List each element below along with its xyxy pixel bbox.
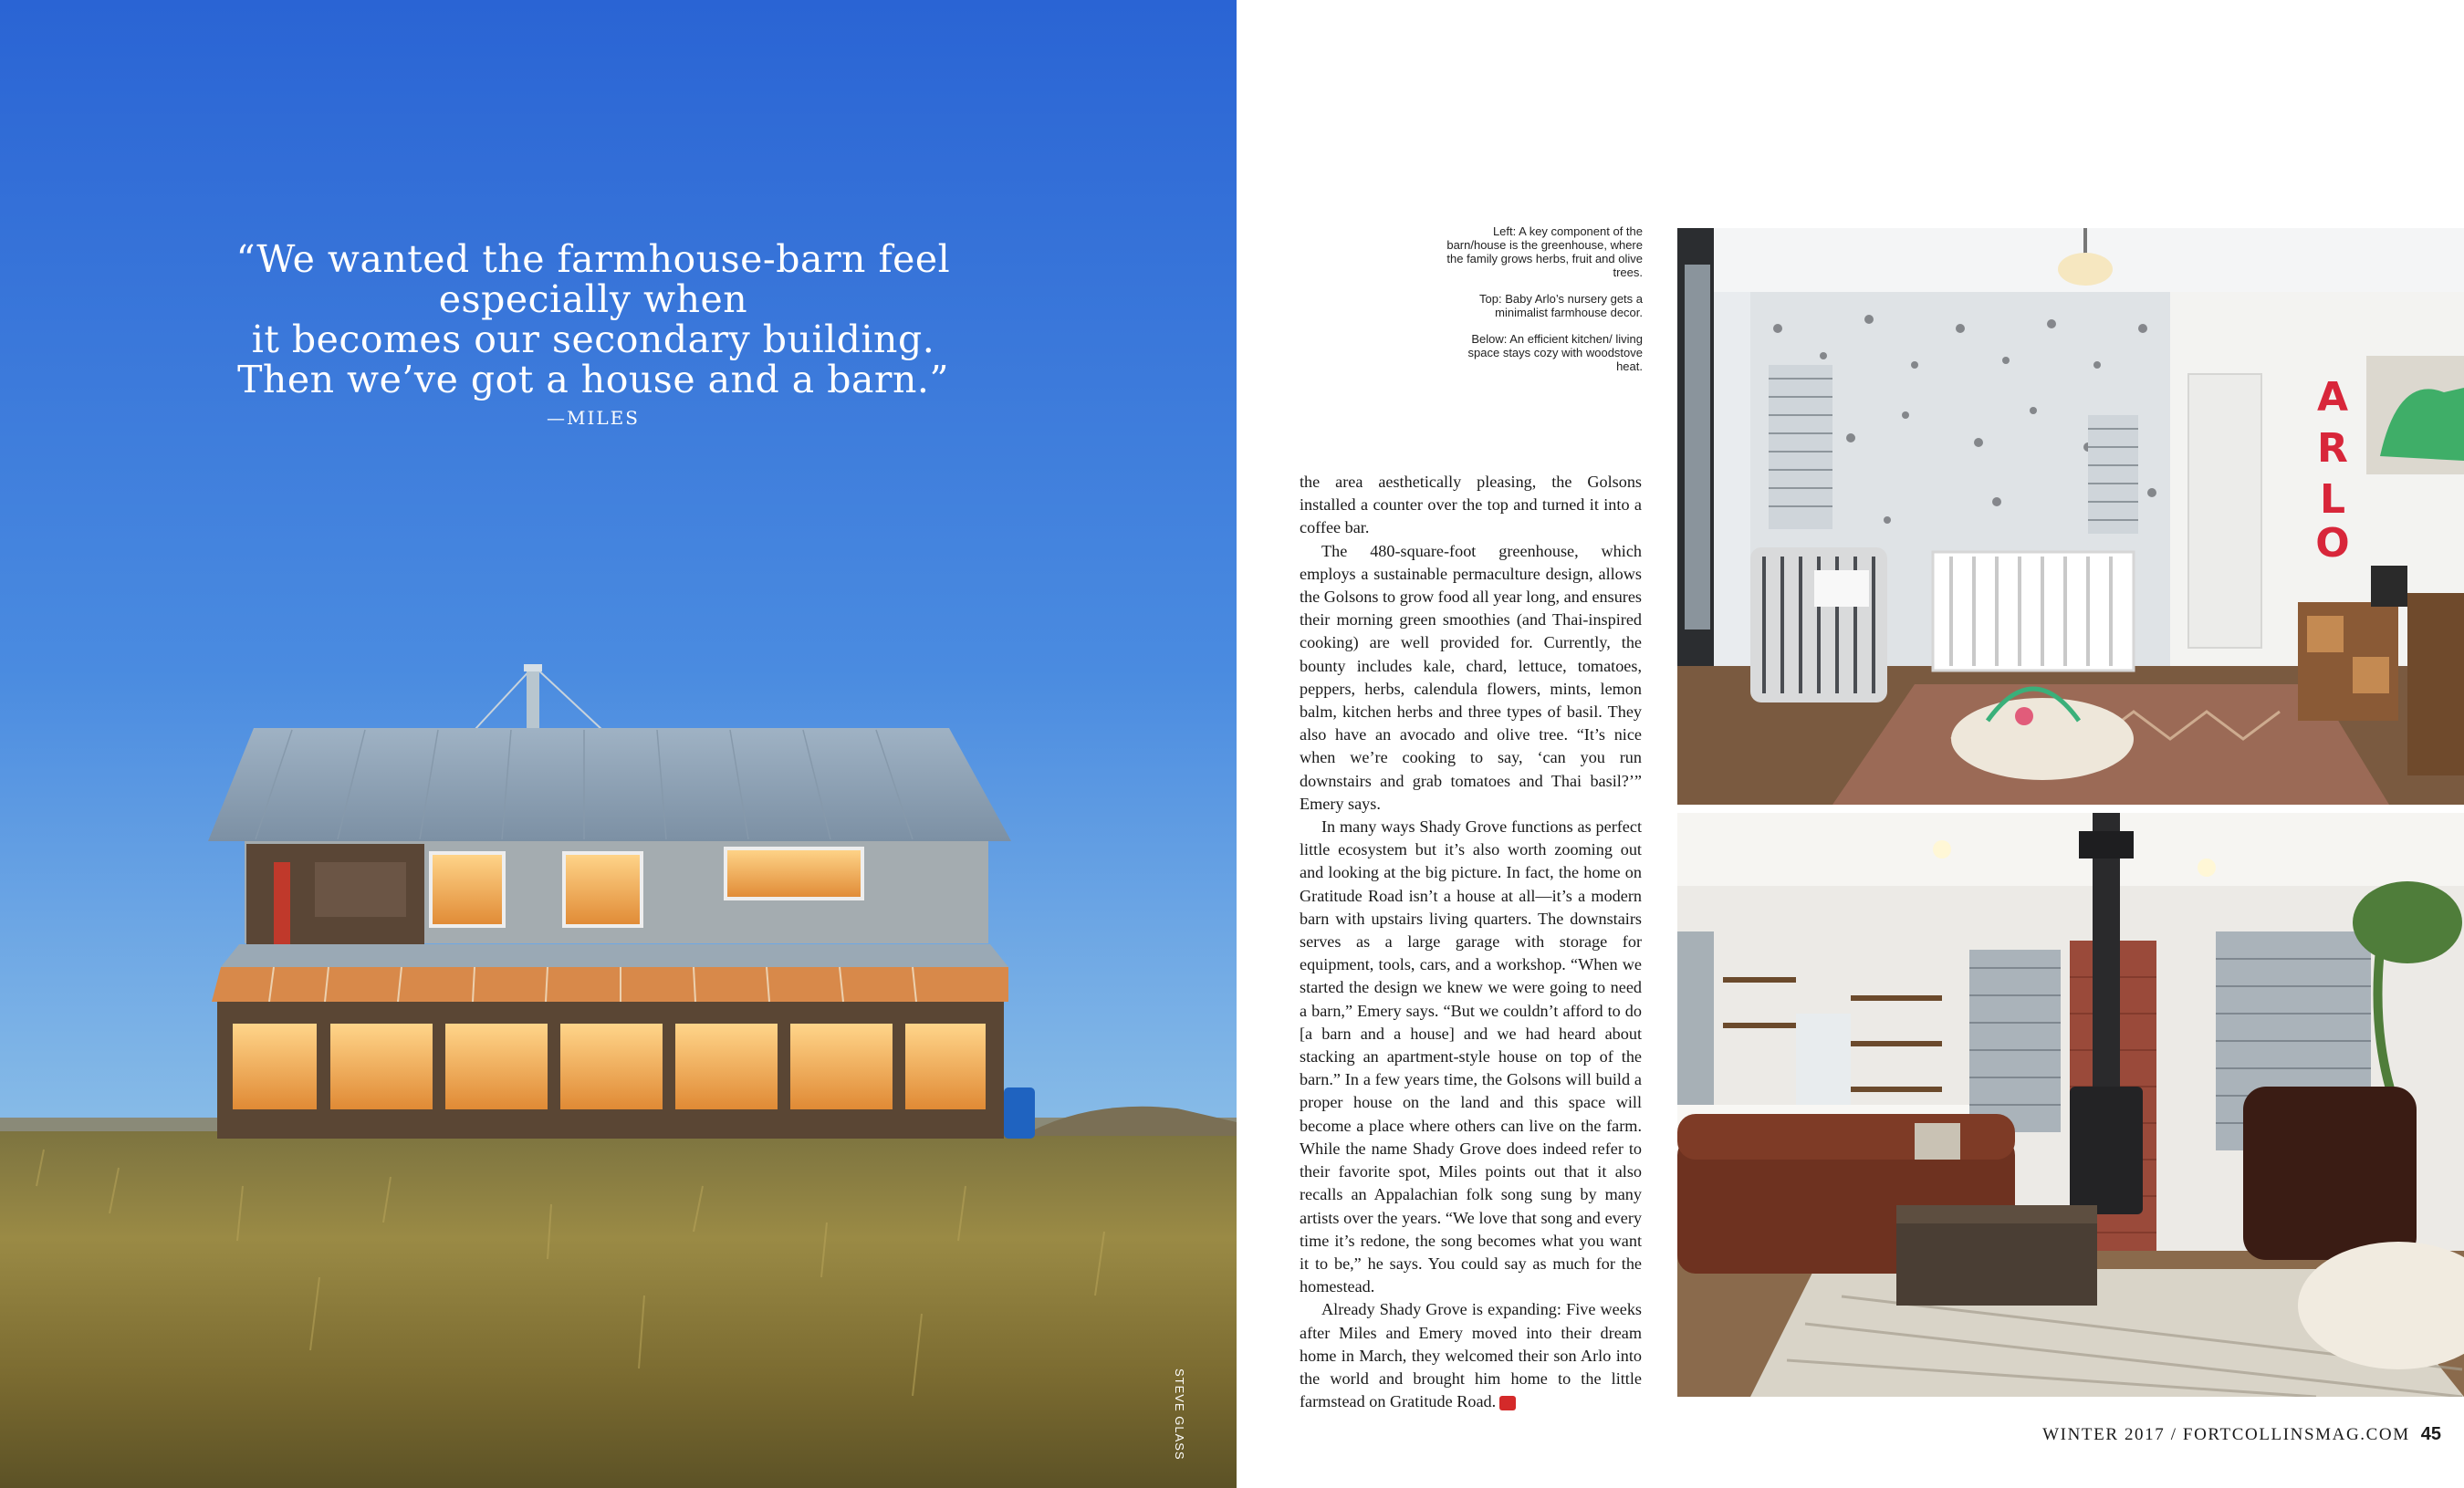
folio [2021, 1424, 2441, 1445]
caption-left: Left: A key component of the barn/house is the greenhouse, where the family grows herbs, fruit and olive trees. [1446, 224, 1643, 279]
pull-quote-line: Then we’ve got a house and a barn.” [237, 358, 949, 401]
paragraph: In many ways Shady Grove functions as perfect little ecosystem but it’s also worth zooming out and looking at the big picture. In fact, the home on Gratitude Road isn’t a house at all—it’s a modern barn with upstairs living quarters. The downstairs serves as a large garage with storage for equipment, tools, cars, and a workshop. “When we started the design we knew we were going to need a barn,” Emery says. “But we couldn’t afford to do [a barn and a house] and we had heard about stacking an apartment-style house on top of the barn.” In a few years time, the Golsons will build a proper house on the land and this space will become a place where others can live on the farm. While the name Shady Grove does indeed refer to their favorite spot, Miles points out that it also recalls an Appalachian folk song sung by many artists over the years. “We love that song and every time it’s redone, the song becomes what you want it to be,” he says. You could say as much for the homestead. [1300, 817, 1642, 1296]
caption-top: Top: Baby Arlo’s nursery gets a minimalist farmhouse decor. [1479, 292, 1643, 319]
paragraph-text: Already Shady Grove is expanding: Five weeks after Miles and Emery moved into their dream home in March, they welcomed their son Arlo into the world and brought him home to the little farmstead on Gratitude Road. [1300, 1300, 1642, 1411]
photo-captions [1442, 224, 1643, 386]
paragraph: the area aesthetically pleasing, the Golsons installed a counter over the top and turned it into a coffee bar. [1300, 473, 1642, 537]
pull-quote-attribution: —MILES [547, 407, 640, 429]
caption-below: Below: An efficient kitchen/ living space stays cozy with woodstove heat. [1467, 332, 1643, 373]
page-number: 45 [2420, 1424, 2441, 1444]
folio-text: WINTER 2017 / FORTCOLLINSMAG.COM [2042, 1425, 2410, 1444]
nursery-letter: O [2315, 520, 2350, 567]
nursery-letter: A [2316, 374, 2349, 421]
nursery-photo [1677, 228, 2464, 805]
paragraph [1300, 1298, 1642, 1413]
article-body [1300, 471, 1642, 1413]
pull-quote-line: it becomes our secondary building. [251, 317, 935, 361]
pull-quote [137, 239, 1049, 429]
living-room-photo-image [1677, 813, 2464, 1397]
pull-quote-line: “We wanted the farmhouse-barn feel especially when [235, 237, 951, 321]
nursery-photo-image [1677, 228, 2464, 805]
nursery-letter: R [2317, 425, 2348, 472]
photo-credit: STEVE GLASS [1173, 1368, 1186, 1461]
living-room-photo [1677, 813, 2464, 1397]
nursery-letter: L [2319, 476, 2346, 523]
end-mark: FC [1499, 1396, 1516, 1410]
paragraph: The 480-square-foot greenhouse, which employs a sustainable permaculture design, allows the Golsons to grow food all year long, and ensures their morning green smoothies (and Thai-inspired cooking) are well provided for. Currently, the bounty includes kale, chard, lettuce, tomatoes, peppers, herbs, calendula flowers, mints, lemon balm, kitchen herbs and three types of basil. They also have an avocado and olive tree. “It’s nice when we’re cooking to say, ‘can you run downstairs and grab tomatoes and Thai basil?’” Emery says. [1300, 541, 1642, 813]
